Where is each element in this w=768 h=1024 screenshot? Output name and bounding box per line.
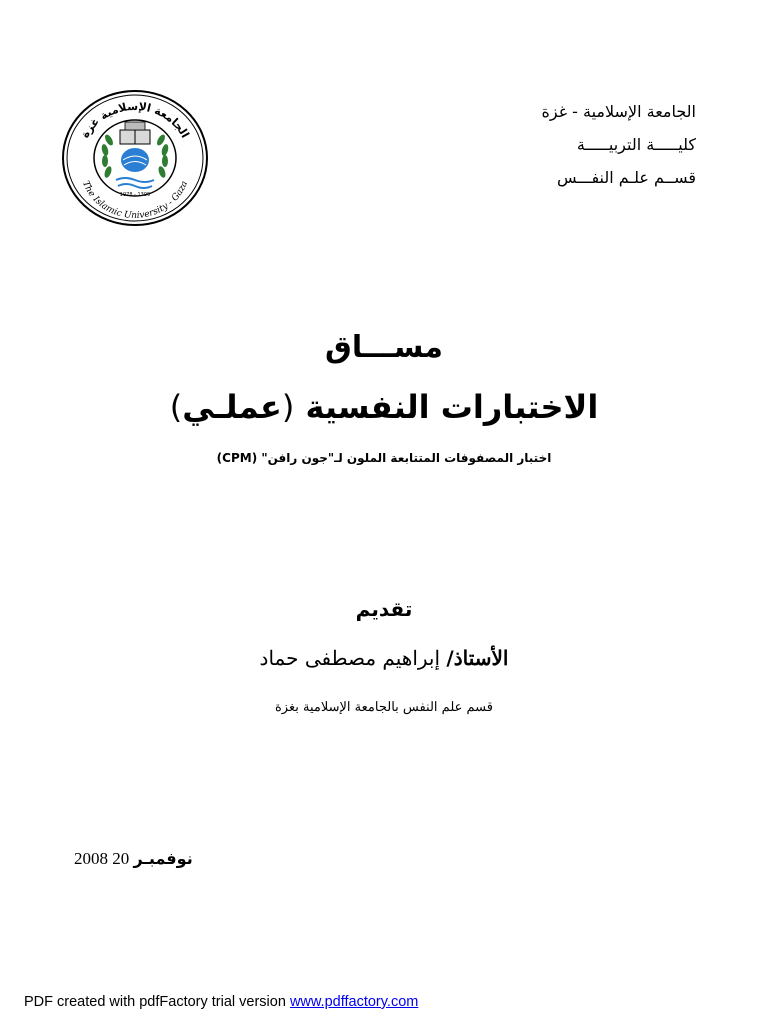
course-title-paren-content: عملـي	[182, 388, 282, 426]
date-year: 2008	[74, 849, 108, 868]
course-title-paren-open: (	[281, 388, 295, 426]
footer-prefix: PDF created with pdfFactory trial version	[24, 994, 290, 1010]
presented-by-label: تقديم	[355, 597, 413, 621]
header-university: الجامعة الإسلامية - غزة	[541, 102, 696, 121]
header-faculty: كليـــــة التربيـــــة	[576, 135, 696, 154]
teacher-line	[0, 646, 768, 670]
pdf-footer	[24, 994, 418, 1010]
university-seal-logo	[60, 88, 210, 228]
teacher-department: قسم علم النفس بالجامعة الإسلامية بغزة	[275, 700, 493, 715]
course-title-main: الاختبارات النفسية	[305, 388, 599, 426]
teacher-title: الأستاذ/	[446, 646, 509, 670]
svg-text:1978 - 1399: 1978 - 1399	[119, 192, 151, 198]
course-label: مســـاق	[325, 330, 443, 365]
svg-text:الجامعة الإسلامية غزة: الجامعة الإسلامية غزة	[78, 99, 192, 141]
date-month: نوفمبـر	[133, 849, 193, 868]
teacher-name: إبراهيم مصطفى حماد	[259, 646, 447, 670]
course-title	[0, 388, 768, 426]
header-department: قســم علـم النفـــس	[557, 168, 696, 187]
date	[74, 849, 193, 869]
course-subtitle: اختبار المصفوفات المتتابعة الملون لـ"جون رافن" (CPM)	[216, 451, 552, 465]
footer-link[interactable]: www.pdffactory.com	[289, 994, 419, 1010]
svg-text:The Islamic University - Gaza: The Islamic University - Gaza	[79, 179, 191, 222]
date-day: 20	[112, 849, 130, 868]
course-title-paren-close: )	[169, 388, 183, 426]
